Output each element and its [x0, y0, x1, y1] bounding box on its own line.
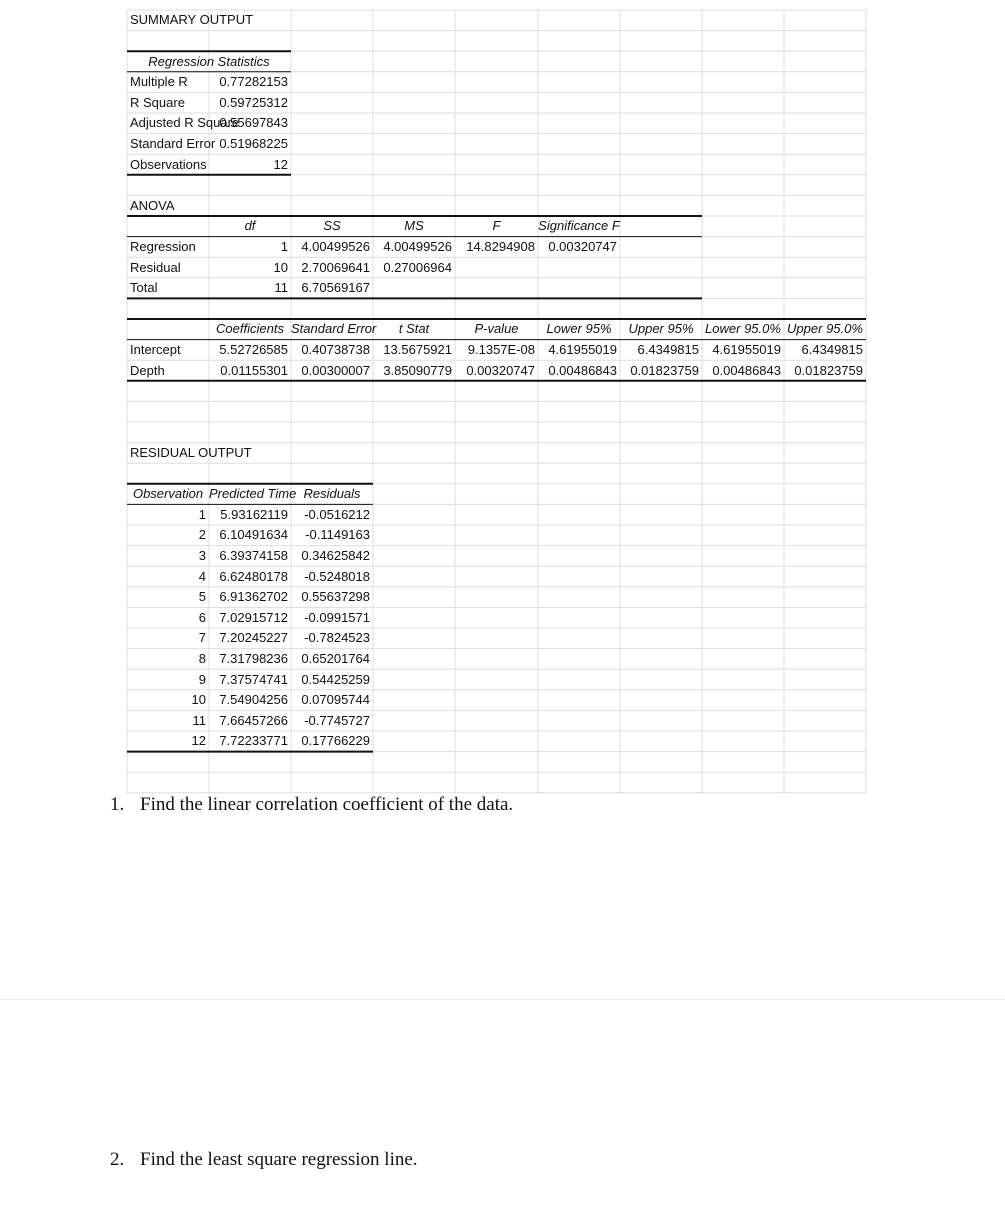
residual-cell: 6 [198, 609, 206, 625]
coefficients-column-header: Upper 95% [628, 321, 694, 337]
residual-cell: 0.07095744 [301, 692, 370, 708]
coefficients-column-header: Lower 95.0% [705, 321, 781, 337]
stat-value: 0.51968225 [219, 135, 288, 151]
residual-output-title: RESIDUAL OUTPUT [130, 444, 252, 460]
anova-cell: 14.8294908 [466, 238, 535, 254]
page-separator [0, 999, 1005, 1000]
residual-cell: 2 [198, 527, 206, 543]
coefficients-column-header: Lower 95% [546, 321, 612, 337]
residual-cell: 10 [191, 692, 206, 708]
coefficients-column-header: t Stat [398, 321, 430, 337]
anova-column-header: Significance F [538, 218, 620, 234]
residual-cell: 4 [198, 568, 206, 584]
anova-cell: 1 [280, 238, 288, 254]
residual-cell: -0.7745727 [304, 712, 370, 728]
coefficients-cell: 4.61955019 [712, 341, 781, 357]
anova-cell: 2.70069641 [301, 259, 370, 275]
residual-cell: 8 [198, 650, 206, 666]
stat-label: Standard Error [130, 135, 216, 151]
residual-cell: 0.34625842 [301, 547, 370, 563]
coefficients-cell: 5.52726585 [219, 341, 288, 357]
stat-label: Observations [130, 156, 207, 172]
coefficients-row-label: Intercept [130, 341, 181, 357]
coefficients-cell: 6.4349815 [637, 341, 699, 357]
anova-cell: 11 [274, 280, 288, 296]
anova-row-label: Residual [130, 259, 181, 275]
anova-row-label: Total [130, 280, 158, 296]
coefficients-cell: 0.00486843 [548, 362, 617, 378]
regression-statistics-header: Regression Statistics [148, 53, 270, 69]
residual-cell: 7.37574741 [219, 671, 288, 687]
coefficients-cell: 0.00486843 [712, 362, 781, 378]
residual-cell: -0.5248018 [304, 568, 370, 584]
residual-cell: 7.66457266 [219, 712, 288, 728]
coefficients-cell: 13.5675921 [383, 341, 452, 357]
residual-cell: 6.10491634 [219, 527, 288, 543]
coefficients-cell: 3.85090779 [383, 362, 452, 378]
anova-row-label: Regression [130, 238, 196, 254]
coefficients-cell: 0.01823759 [794, 362, 863, 378]
residual-column-header: Observation [132, 486, 204, 502]
residual-cell: 9 [198, 671, 206, 687]
coefficients-cell: 0.01823759 [630, 362, 699, 378]
residual-cell: 6.39374158 [219, 547, 288, 563]
stat-label: R Square [130, 94, 185, 110]
residual-cell: 6.62480178 [219, 568, 288, 584]
coefficients-cell: 9.1357E-08 [467, 341, 535, 357]
residual-cell: -0.7824523 [304, 630, 370, 646]
anova-column-header: SS [323, 218, 341, 234]
question-2 [110, 1149, 418, 1171]
residual-cell: 6.91362702 [219, 589, 288, 605]
residual-cell: 7 [198, 630, 206, 646]
residual-cell: 7.54904256 [219, 692, 288, 708]
stat-value: 0.59725312 [219, 94, 288, 110]
residual-column-header: Predicted Time [209, 486, 297, 502]
residual-cell: 7.72233771 [219, 733, 288, 749]
stat-value: 0.77282153 [219, 74, 288, 90]
anova-cell: 6.70569167 [301, 280, 370, 296]
stat-label: Multiple R [130, 74, 188, 90]
residual-cell: 3 [198, 547, 206, 563]
question-2-text: Find the least square regression line. [140, 1149, 418, 1170]
residual-cell: 0.54425259 [301, 671, 370, 687]
residual-cell: 1 [198, 506, 206, 522]
residual-cell: 7.31798236 [219, 650, 288, 666]
residual-cell: 0.55637298 [301, 589, 370, 605]
stat-value: 12 [273, 156, 288, 172]
residual-cell: 0.17766229 [301, 733, 370, 749]
anova-title: ANOVA [130, 197, 175, 213]
coefficients-column-header: Coefficients [216, 321, 284, 337]
coefficients-cell: 0.00320747 [466, 362, 535, 378]
anova-column-header: F [492, 218, 501, 234]
coefficients-cell: 0.01155301 [220, 362, 288, 378]
question-2-number: 2. [110, 1149, 125, 1170]
coefficients-cell: 6.4349815 [801, 341, 863, 357]
residual-cell: 5.93162119 [220, 506, 288, 522]
residual-cell: 12 [191, 733, 206, 749]
coefficients-cell: 4.61955019 [548, 341, 617, 357]
anova-cell: 4.00499526 [301, 238, 370, 254]
coefficients-column-header: Standard Error [291, 321, 377, 337]
anova-cell: 10 [273, 259, 288, 275]
coefficients-cell: 0.00300007 [301, 362, 370, 378]
anova-column-header: MS [404, 218, 424, 234]
anova-cell: 0.27006964 [383, 259, 452, 275]
question-1-text: Find the linear correlation coefficient of the data. [140, 794, 514, 815]
residual-cell: -0.1149163 [305, 527, 370, 543]
question-1-number: 1. [110, 794, 125, 815]
coefficients-column-header: Upper 95.0% [787, 321, 863, 337]
residual-cell: 5 [198, 589, 206, 605]
residual-cell: 7.20245227 [219, 630, 288, 646]
residual-cell: 7.02915712 [219, 609, 288, 625]
residual-cell: 11 [192, 712, 206, 728]
residual-cell: 0.65201764 [301, 650, 370, 666]
anova-cell: 4.00499526 [383, 238, 452, 254]
anova-column-header: df [244, 218, 256, 234]
residual-cell: -0.0991571 [304, 609, 370, 625]
coefficients-row-label: Depth [130, 362, 165, 378]
anova-cell: 0.00320747 [548, 238, 617, 254]
coefficients-cell: 0.40738738 [301, 341, 370, 357]
stat-label: Adjusted R Square [130, 115, 240, 131]
residual-cell: -0.0516212 [304, 506, 370, 522]
coefficients-column-header: P-value [474, 321, 519, 337]
residual-column-header: Residuals [303, 486, 361, 502]
question-1 [110, 794, 513, 816]
summary-output-title: SUMMARY OUTPUT [130, 12, 254, 28]
stat-value: 0.55697843 [219, 115, 288, 131]
